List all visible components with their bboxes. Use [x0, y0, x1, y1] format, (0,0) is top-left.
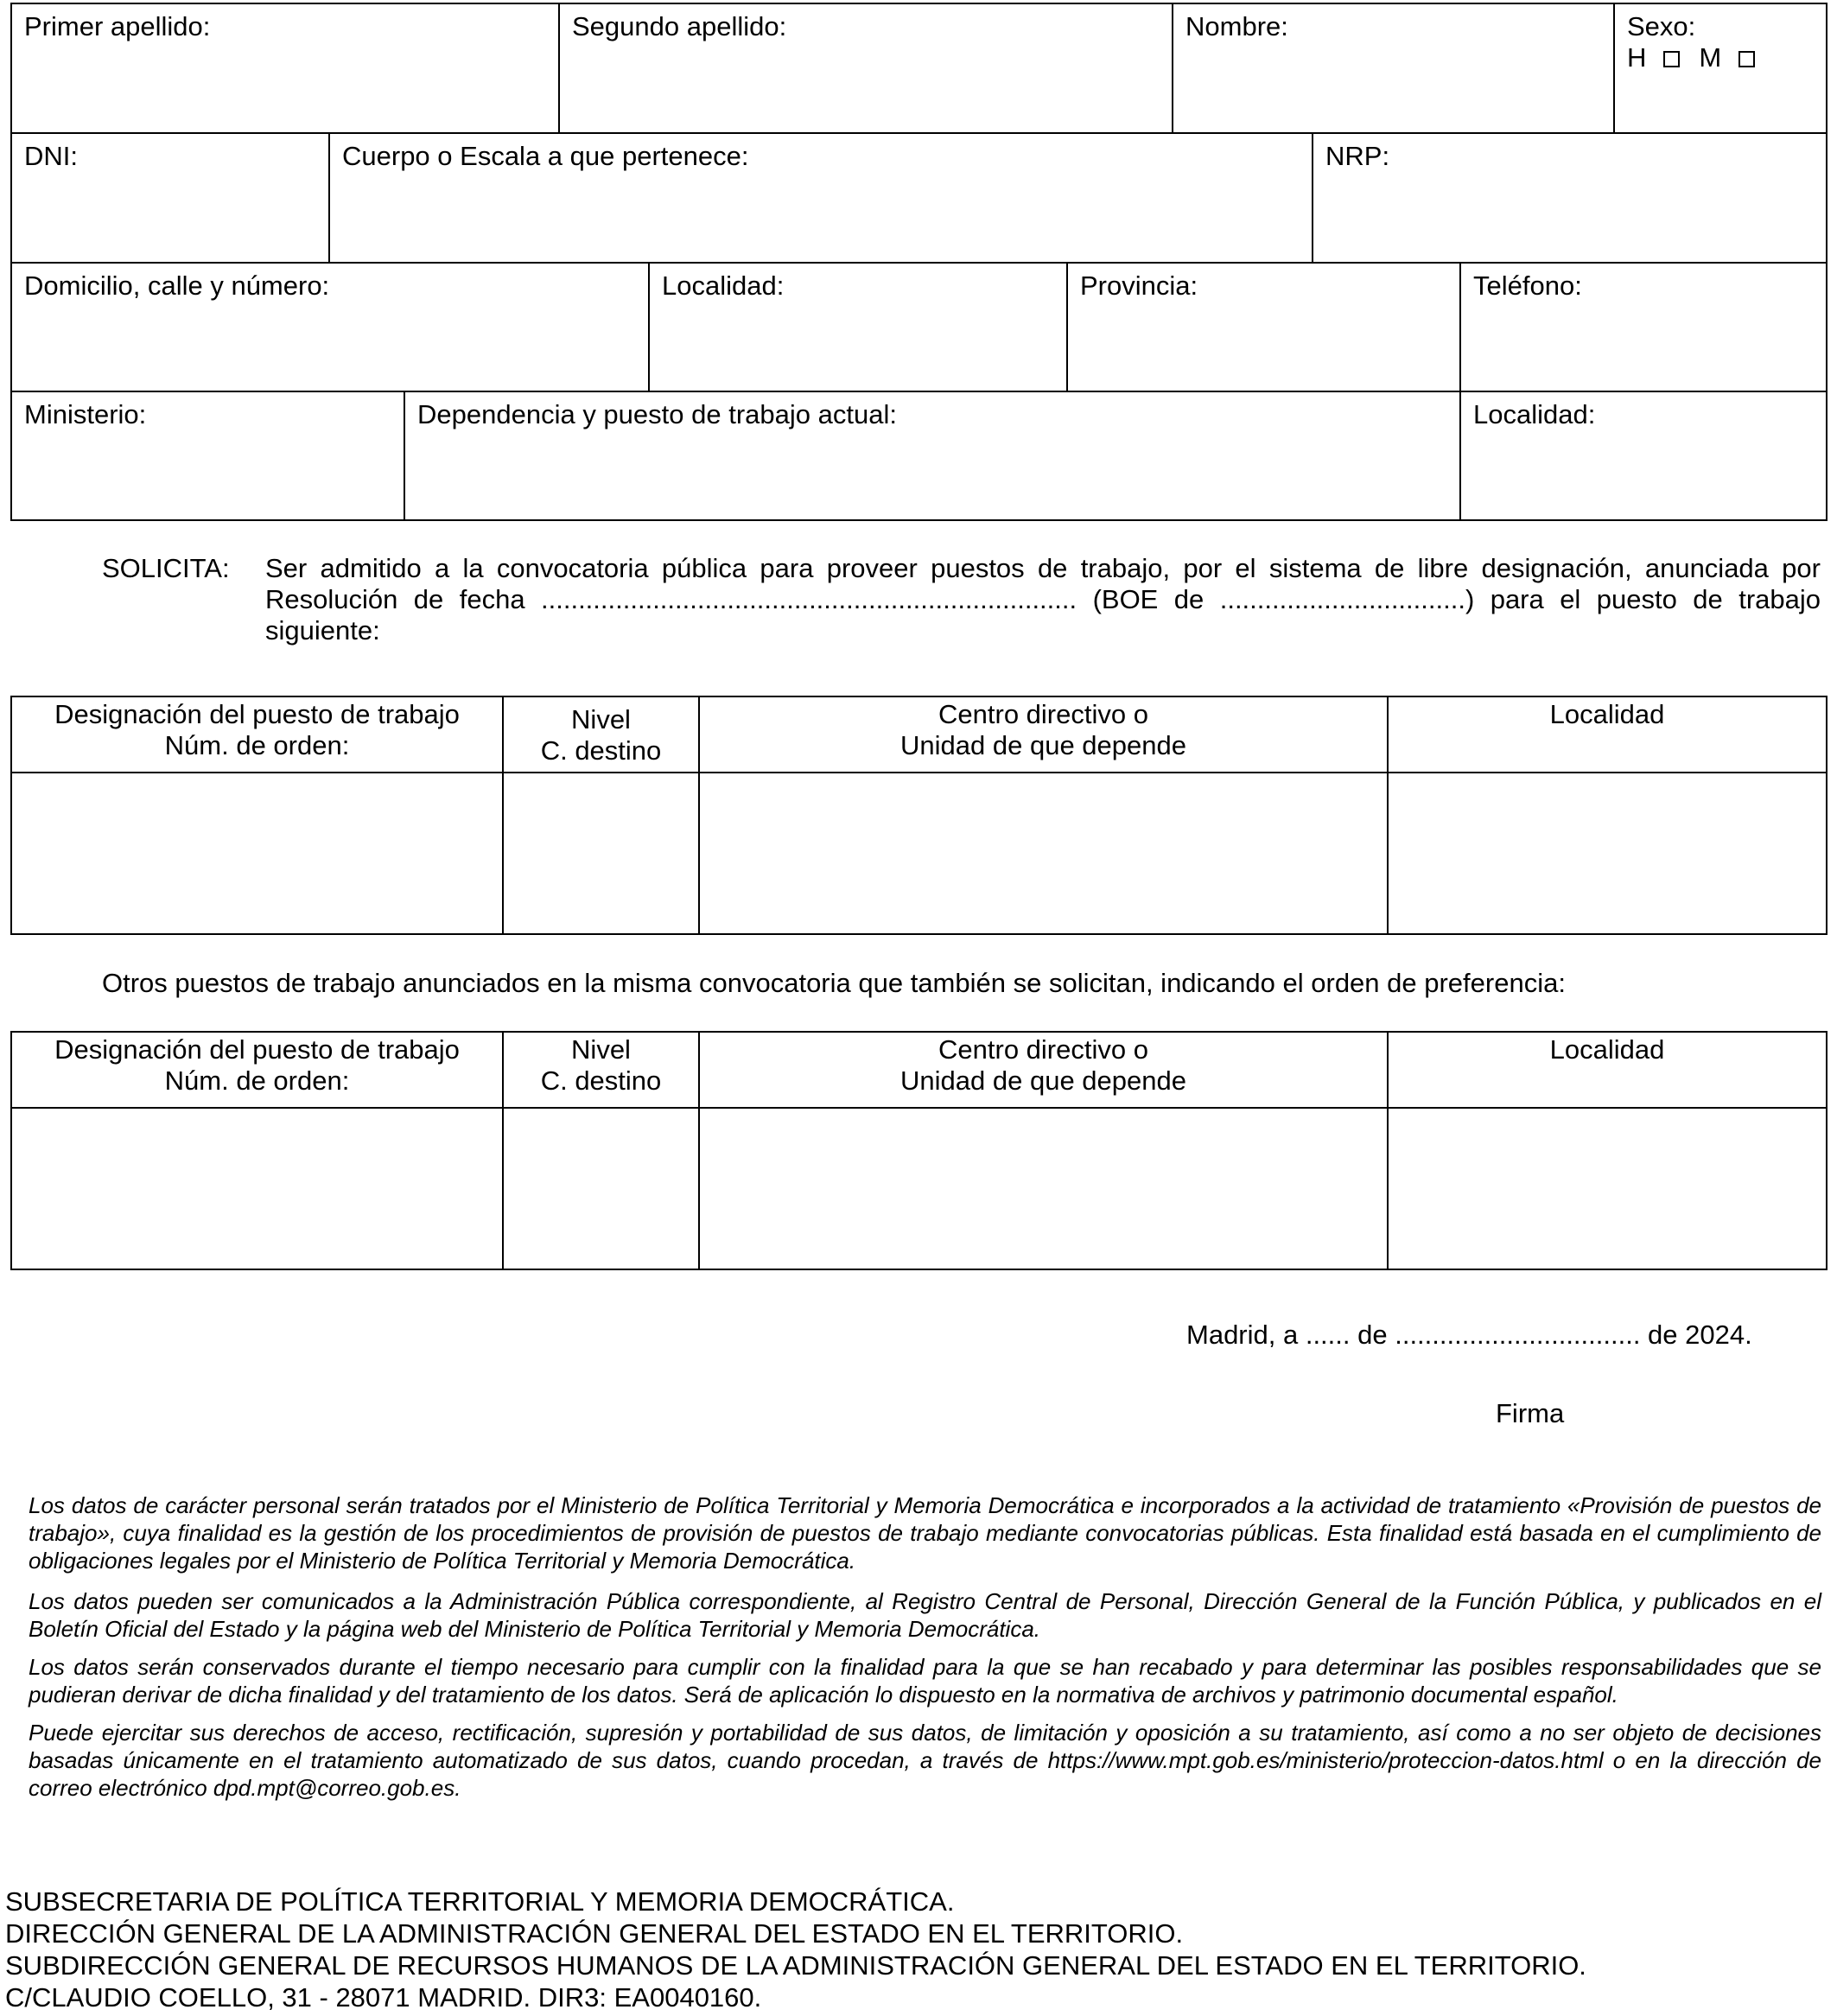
- nombre-label: Nombre:: [1185, 11, 1288, 41]
- nivel-header: [504, 1033, 698, 1109]
- designacion-header-line2: Núm. de orden:: [164, 730, 350, 760]
- date-line: Madrid, a ...... de ................................. de 2024.: [1186, 1320, 1752, 1350]
- dni-field[interactable]: [12, 134, 330, 264]
- nivel-header-line1: Nivel: [571, 704, 631, 735]
- localidad-trabajo-label: Localidad:: [1473, 399, 1596, 429]
- nivel-header-line2: C. destino: [540, 1065, 662, 1096]
- sexo-field: [1615, 4, 1826, 134]
- requested-post-table: [10, 696, 1827, 935]
- localidad-column: [1389, 1033, 1826, 1269]
- legal-paragraph-3: Los datos serán conservados durante el tiempo necesario para cumplir con la finalidad para la que se han recabado y para determinar las posibles responsabilidades que se pudieran derivar de dicha finalidad y del tratamiento de los datos. Será de aplicación lo dispuesto en la normativa de archivos y patrimonio documental español.: [29, 1654, 1821, 1708]
- designacion-column: [12, 697, 504, 933]
- centro-header-line2: Unidad de que depende: [900, 730, 1186, 760]
- localidad-header: [1389, 1033, 1826, 1109]
- solicita-label: SOLICITA:: [102, 553, 230, 583]
- signature-label: Firma: [1496, 1398, 1565, 1428]
- personal-data-form: [10, 3, 1827, 521]
- designacion-header-line2: Núm. de orden:: [164, 1065, 350, 1096]
- segundo-apellido-field[interactable]: [560, 4, 1173, 134]
- legal-paragraph-4: Puede ejercitar sus derechos de acceso, rectificación, supresión y portabilidad de sus datos, de limitación y oposición a su tratamiento, así como a no ser objeto de decisiones basadas únicamente en el tratamiento automatizado de sus datos, cuando procedan, a través de https://www.mpt.gob.es/ministerio/proteccion-datos.html o en la dirección de correo electrónico dpd.mpt@correo.gob.es.: [29, 1720, 1821, 1801]
- footer-line-3: SUBDIRECCIÓN GENERAL DE RECURSOS HUMANOS DE LA ADMINISTRACIÓN GENERAL DEL ESTADO EN EL TERRITORIO.: [5, 1950, 1586, 1981]
- footer-line-2: DIRECCIÓN GENERAL DE LA ADMINISTRACIÓN GENERAL DEL ESTADO EN EL TERRITORIO.: [5, 1918, 1184, 1949]
- nivel-header-line1: Nivel: [571, 1034, 631, 1065]
- localidad-column: [1389, 697, 1826, 933]
- sexo-h-checkbox[interactable]: [1663, 51, 1680, 67]
- domicilio-field[interactable]: [12, 264, 650, 392]
- sexo-label: Sexo:: [1627, 11, 1696, 41]
- cuerpo-label: Cuerpo o Escala a que pertenece:: [342, 141, 749, 171]
- domicilio-label: Domicilio, calle y número:: [24, 270, 330, 301]
- centro-header: [700, 697, 1387, 773]
- provincia-label: Provincia:: [1080, 270, 1198, 301]
- primer-apellido-label: Primer apellido:: [24, 11, 211, 41]
- nivel-column: [504, 697, 700, 933]
- centro-column: [700, 1033, 1389, 1269]
- provincia-field[interactable]: [1068, 264, 1461, 392]
- legal-paragraph-2: Los datos pueden ser comunicados a la Administración Pública correspondiente, al Registro Central de Personal, Dirección General de la Función Pública, y publicados en el Boletín Oficial del Estado y la página web del Ministerio de Política Territorial y Memoria Democrática.: [29, 1588, 1821, 1642]
- designacion-header-line1: Designación del puesto de trabajo: [54, 699, 460, 729]
- localidad-trabajo-field[interactable]: [1461, 392, 1826, 519]
- localidad-field[interactable]: [650, 264, 1068, 392]
- localidad-header-text: Localidad: [1549, 699, 1665, 729]
- ministerio-label: Ministerio:: [24, 399, 147, 429]
- localidad-header-text: Localidad: [1549, 1034, 1665, 1065]
- nivel-header: [504, 697, 698, 773]
- sexo-options: [1627, 42, 1814, 73]
- dependencia-label: Dependencia y puesto de trabajo actual:: [417, 399, 897, 429]
- dni-label: DNI:: [24, 141, 78, 171]
- telefono-field[interactable]: [1461, 264, 1826, 392]
- nombre-field[interactable]: [1173, 4, 1615, 134]
- centro-column: [700, 697, 1389, 933]
- designacion-header: [12, 1033, 502, 1109]
- footer-line-1: SUBSECRETARIA DE POLÍTICA TERRITORIAL Y MEMORIA DEMOCRÁTICA.: [5, 1886, 955, 1917]
- designacion-header-line1: Designación del puesto de trabajo: [54, 1034, 460, 1065]
- centro-header-line2: Unidad de que depende: [900, 1065, 1186, 1096]
- cuerpo-field[interactable]: [330, 134, 1313, 264]
- centro-header: [700, 1033, 1387, 1109]
- other-posts-table: [10, 1031, 1827, 1270]
- legal-paragraph-1: Los datos de carácter personal serán tratados por el Ministerio de Política Territorial y Memoria Democrática e incorporados a la actividad de tratamiento «Provisión de puestos de trabajo», cuya finalidad es la gestión de los procedimientos de provisión de puestos de trabajo mediante convocatorias públicas. Esta finalidad está basada en el cumplimiento de obligaciones legales por el Ministerio de Política Territorial y Memoria Democrática.: [29, 1492, 1821, 1574]
- solicita-text: Ser admitido a la convocatoria pública para proveer puestos de trabajo, por el sistema de libre designación, anunciada por Resolución de fecha ........................................................................ (BOE de .................................) para el puesto de trabajo siguiente:: [265, 553, 1821, 646]
- primer-apellido-field[interactable]: [12, 4, 560, 134]
- nrp-field[interactable]: [1313, 134, 1826, 264]
- designacion-header: [12, 697, 502, 773]
- nivel-column: [504, 1033, 700, 1269]
- otros-puestos-text: Otros puestos de trabajo anunciados en la misma convocatoria que también se solicitan, indicando el orden de preferencia:: [102, 968, 1566, 998]
- dependencia-field[interactable]: [405, 392, 1461, 519]
- nivel-header-line2: C. destino: [540, 735, 662, 766]
- sexo-m-label: M: [1699, 42, 1722, 73]
- segundo-apellido-label: Segundo apellido:: [572, 11, 787, 41]
- localidad-label: Localidad:: [662, 270, 785, 301]
- centro-header-line1: Centro directivo o: [938, 1034, 1148, 1065]
- sexo-m-checkbox[interactable]: [1738, 51, 1755, 67]
- centro-header-line1: Centro directivo o: [938, 699, 1148, 729]
- localidad-header: [1389, 697, 1826, 773]
- telefono-label: Teléfono:: [1473, 270, 1582, 301]
- footer-line-4: C/CLAUDIO COELLO, 31 - 28071 MADRID. DIR3: EA0040160.: [5, 1982, 762, 2013]
- ministerio-field[interactable]: [12, 392, 405, 519]
- designacion-column: [12, 1033, 504, 1269]
- nrp-label: NRP:: [1325, 141, 1390, 171]
- footer-address: [5, 1886, 1586, 2013]
- sexo-h-label: H: [1627, 42, 1647, 73]
